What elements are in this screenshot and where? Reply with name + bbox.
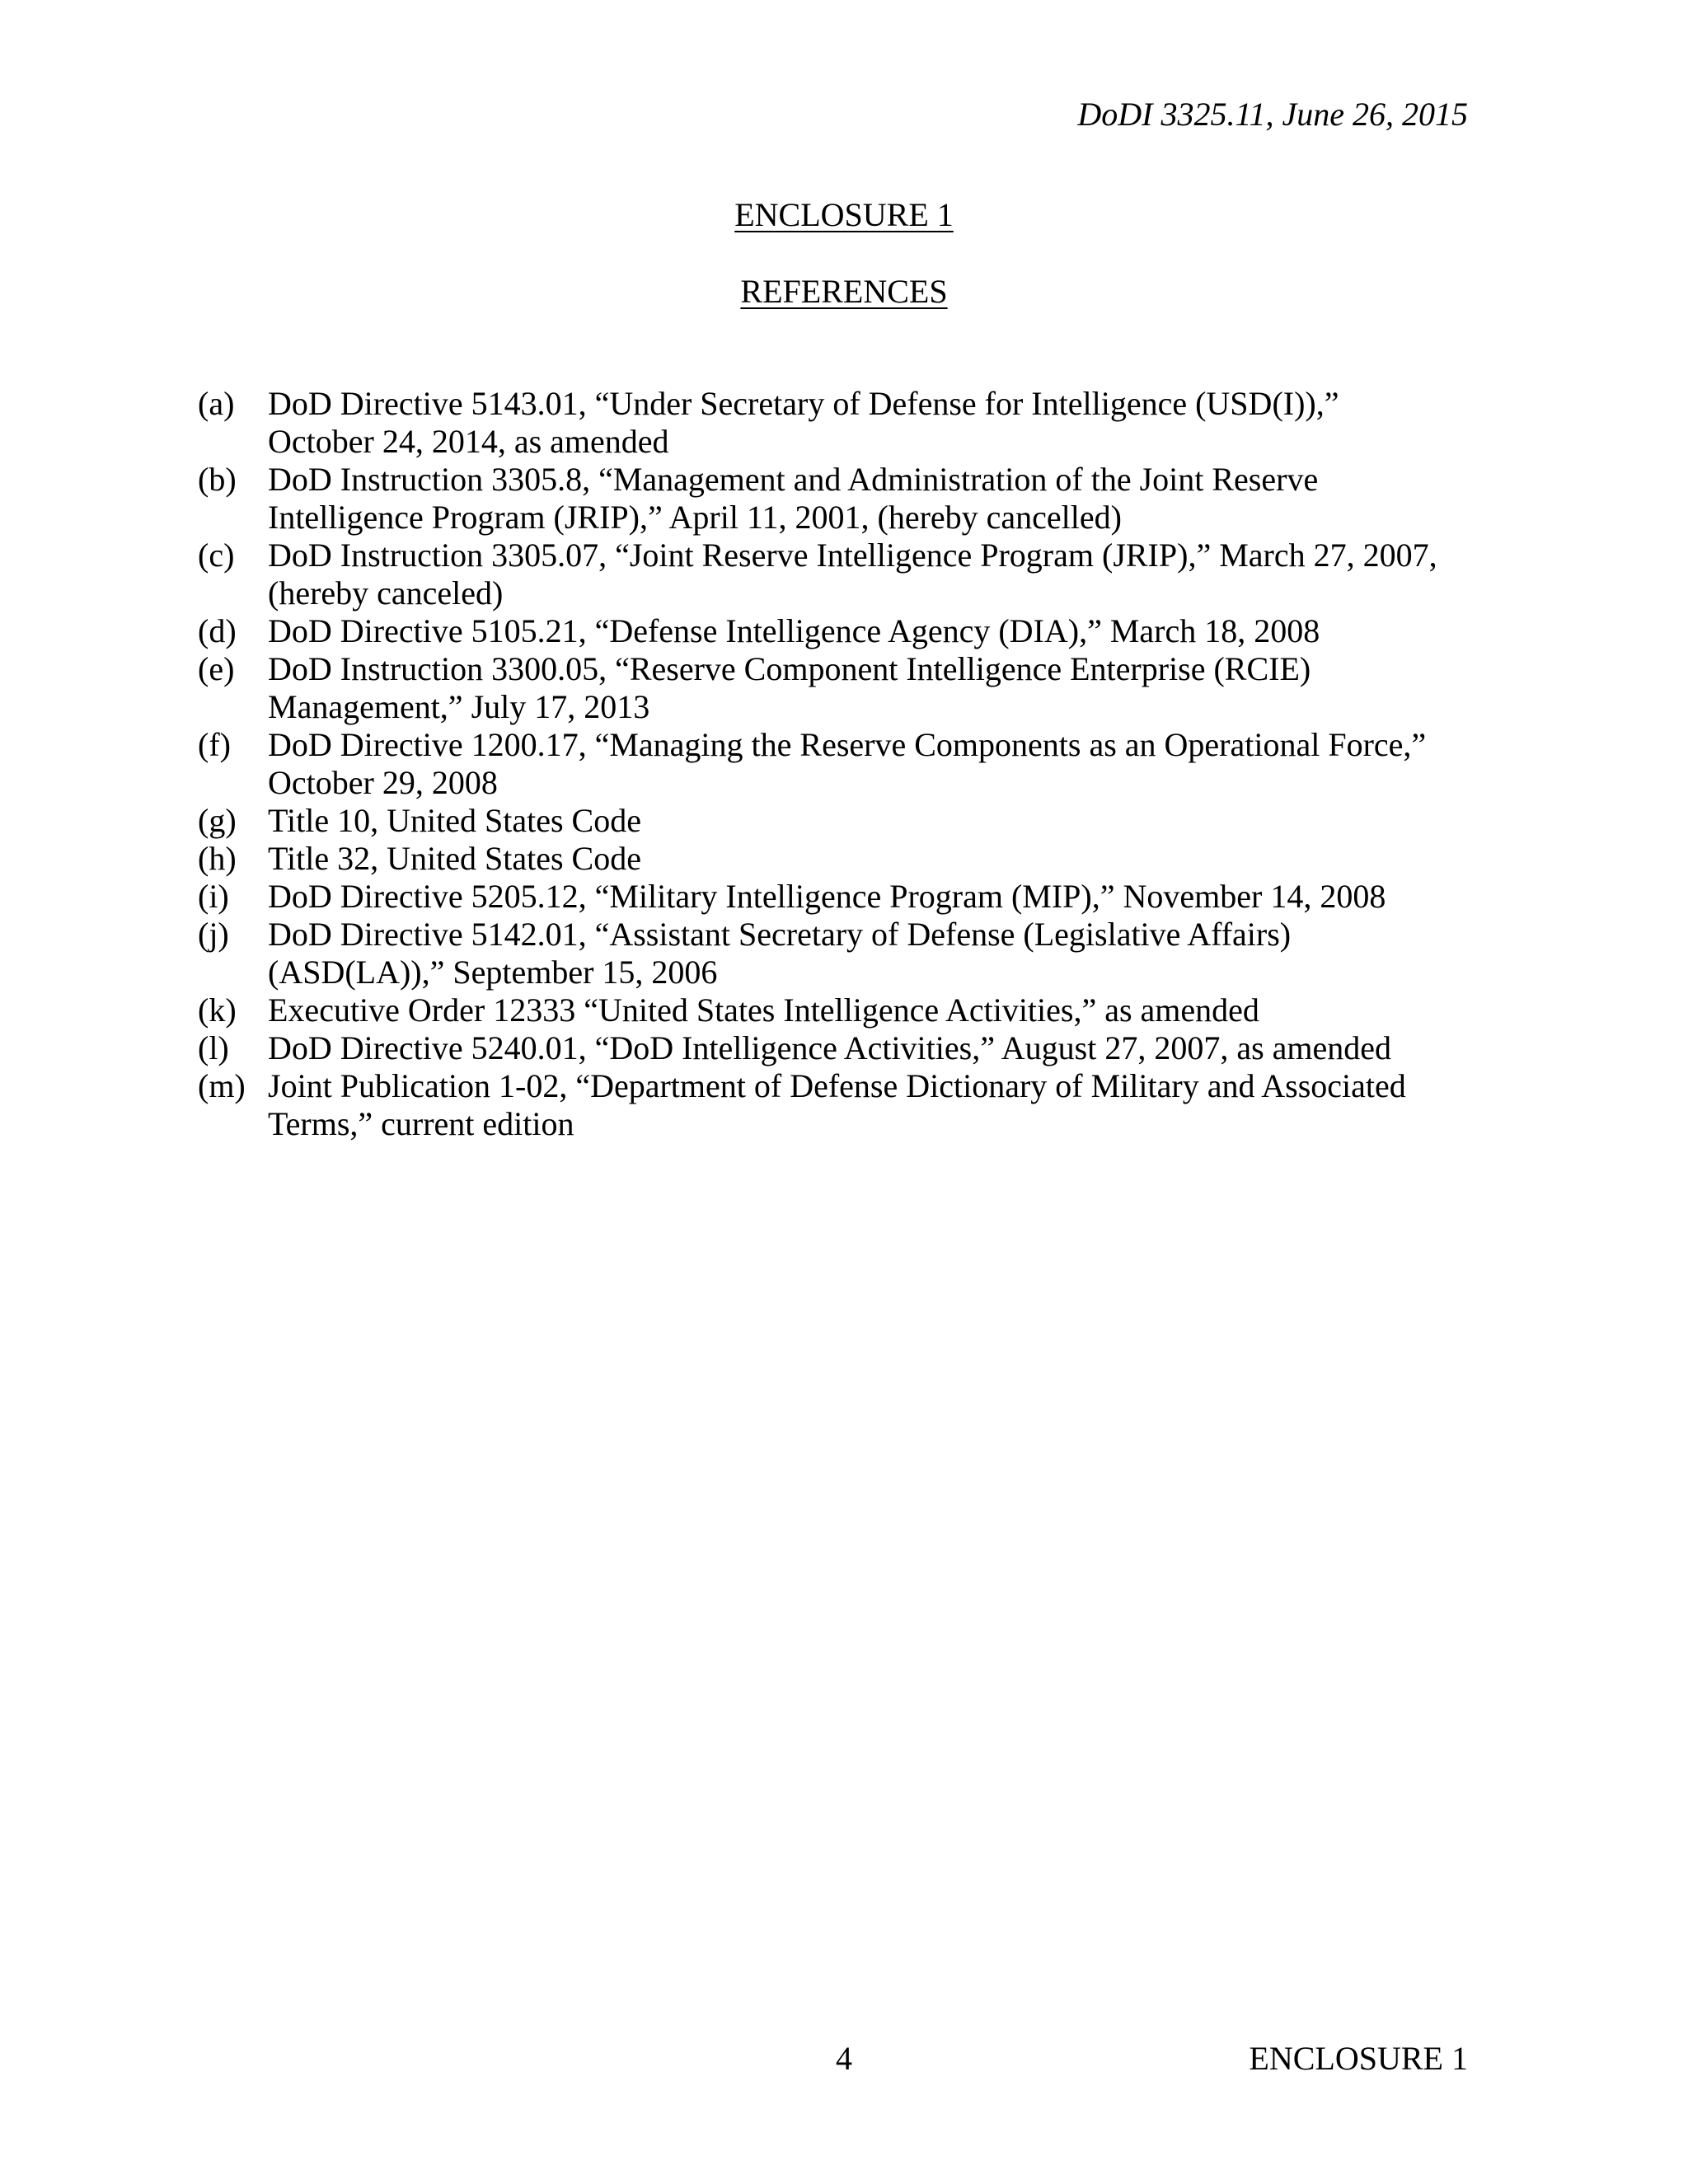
reference-item-m (198, 1067, 1500, 1143)
reference-text: DoD Directive 5143.01, “Under Secretary of Defense for Intelligence (USD(I)),” October 24, 2014, as amended (268, 385, 1339, 460)
reference-item-h (198, 840, 1500, 878)
reference-letter: (h) (198, 840, 237, 877)
reference-letter: (d) (198, 612, 237, 649)
reference-text: DoD Directive 1200.17, “Managing the Reserve Components as an Operational Force,” October 29, 2008 (268, 726, 1427, 801)
reference-item-l (198, 1029, 1500, 1067)
reference-text: DoD Directive 5240.01, “DoD Intelligence Activities,” August 27, 2007, as amended (268, 1029, 1392, 1066)
reference-letter: (b) (198, 461, 237, 498)
reference-item-k (198, 991, 1500, 1029)
references-list (198, 385, 1500, 1143)
reference-letter: (j) (198, 916, 229, 953)
reference-letter: (l) (198, 1029, 229, 1066)
reference-letter: (e) (198, 650, 235, 687)
reference-item-i (198, 878, 1500, 916)
reference-letter: (a) (198, 385, 235, 422)
page-number: 4 (836, 2040, 852, 2077)
reference-text: Title 10, United States Code (268, 802, 641, 839)
reference-letter: (i) (198, 878, 229, 915)
document-id-header: DoDI 3325.11, June 26, 2015 (1077, 96, 1468, 133)
reference-item-d (198, 612, 1500, 650)
reference-text: DoD Instruction 3305.07, “Joint Reserve Intelligence Program (JRIP),” March 27, 2007, (hereby canceled) (268, 537, 1437, 612)
reference-item-f (198, 726, 1500, 802)
footer-enclosure-label: ENCLOSURE 1 (1249, 2040, 1468, 2077)
reference-text: DoD Instruction 3305.8, “Management and Administration of the Joint Reserve Intelligence Program (JRIP),” April 11, 2001, (hereby cancelled) (268, 461, 1319, 536)
reference-item-b (198, 461, 1500, 537)
references-title-text: REFERENCES (740, 273, 948, 310)
reference-text: DoD Directive 5205.12, “Military Intelligence Program (MIP),” November 14, 2008 (268, 878, 1386, 915)
reference-text: DoD Instruction 3300.05, “Reserve Component Intelligence Enterprise (RCIE) Management,” July 17, 2013 (268, 650, 1311, 725)
reference-text: Title 32, United States Code (268, 840, 641, 877)
reference-item-j (198, 916, 1500, 991)
reference-item-e (198, 650, 1500, 726)
reference-item-g (198, 802, 1500, 840)
reference-text: DoD Directive 5105.21, “Defense Intelligence Agency (DIA),” March 18, 2008 (268, 612, 1320, 649)
reference-letter: (g) (198, 802, 237, 839)
reference-letter: (c) (198, 537, 235, 574)
reference-item-a (198, 385, 1500, 461)
enclosure-title (0, 195, 1688, 234)
reference-letter: (f) (198, 726, 231, 763)
reference-text: Executive Order 12333 “United States Intelligence Activities,” as amended (268, 991, 1259, 1029)
reference-text: Joint Publication 1-02, “Department of Defense Dictionary of Military and Associated Terms,” current edition (268, 1067, 1406, 1142)
reference-item-c (198, 537, 1500, 612)
references-title (0, 272, 1688, 311)
enclosure-title-text: ENCLOSURE 1 (734, 196, 954, 233)
reference-letter: (k) (198, 991, 237, 1029)
reference-letter: (m) (198, 1067, 246, 1104)
reference-text: DoD Directive 5142.01, “Assistant Secretary of Defense (Legislative Affairs) (ASD(LA)),” September 15, 2006 (268, 916, 1292, 991)
